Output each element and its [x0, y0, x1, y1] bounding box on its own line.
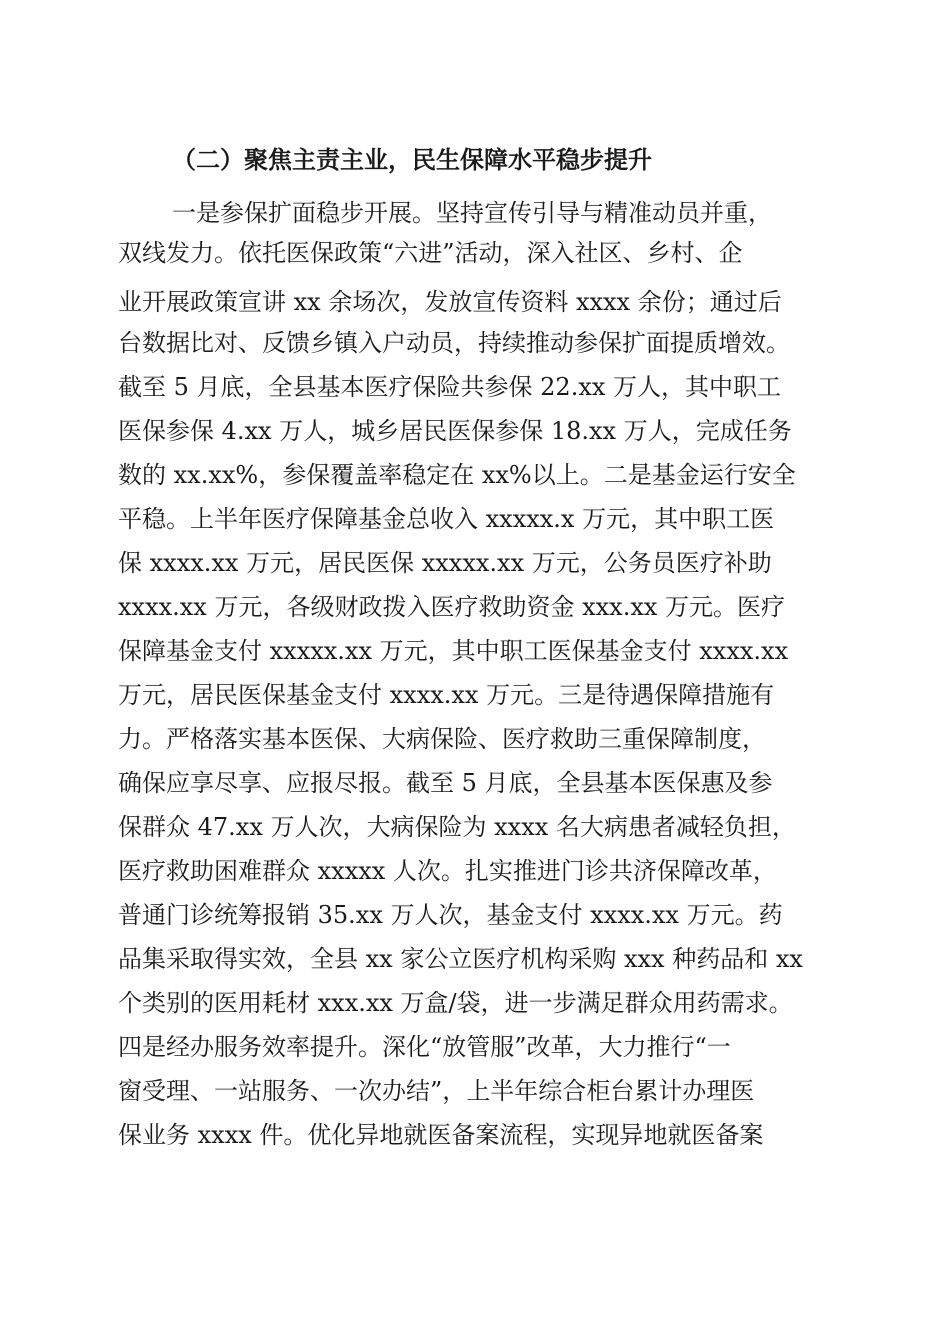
paragraph-line: 确保应享尽享、应报尽报。截至 5 月底，全县基本医保惠及参: [118, 769, 773, 797]
paragraph-line: 保障基金支付 xxxxx.xx 万元，其中职工医保基金支付 xxxx.xx: [118, 637, 789, 665]
paragraph-line: 数的 xx.xx%，参保覆盖率稳定在 xx%以上。二是基金运行安全: [118, 461, 796, 489]
paragraph-line: 保群众 47.xx 万人次，大病保险为 xxxx 名大病患者减轻负担，: [118, 813, 796, 841]
paragraph-line: 台数据比对、反馈乡镇入户动员，持续推动参保扩面提质增效。: [118, 329, 790, 357]
paragraph-line: xxxx.xx 万元，各级财政拨入医疗救助资金 xxx.xx 万元。医疗: [118, 593, 786, 621]
paragraph-line: 四是经办服务效率提升。深化“放管服”改革，大力推行“一: [118, 1033, 731, 1061]
paragraph-line: 医保参保 4.xx 万人，城乡居民医保参保 18.xx 万人，完成任务: [118, 417, 792, 445]
paragraph-line: 窗受理、一站服务、一次办结”，上半年综合柜台累计办理医: [118, 1077, 755, 1105]
paragraph-line: 个类别的医用耗材 xxx.xx 万盒/袋，进一步满足群众用药需求。: [118, 989, 793, 1017]
paragraph-line: 平稳。上半年医疗保障基金总收入 xxxxx.x 万元，其中职工医: [118, 505, 775, 533]
paragraph-line: 力。严格落实基本医保、大病保险、医疗救助三重保障制度，: [118, 725, 766, 753]
paragraph-line: 业开展政策宣讲 xx 余场次，发放宣传资料 xxxx 余份；通过后: [118, 288, 782, 316]
paragraph-line: 品集采取得实效，全县 xx 家公立医疗机构采购 xxx 种药品和 xx: [118, 945, 803, 973]
paragraph-line: 保 xxxx.xx 万元，居民医保 xxxxx.xx 万元，公务员医疗补助: [118, 549, 772, 577]
paragraph-line: 截至 5 月底，全县基本医疗保险共参保 22.xx 万人，其中职工: [118, 373, 782, 401]
paragraph-line: 一是参保扩面稳步开展。坚持宣传引导与精准动员并重，: [172, 199, 772, 227]
paragraph-line: 医疗救助困难群众 xxxxx 人次。扎实推进门诊共济保障改革，: [118, 857, 777, 885]
paragraph-line: 万元，居民医保基金支付 xxxx.xx 万元。三是待遇保障措施有: [118, 681, 775, 709]
paragraph-line: 普通门诊统筹报销 35.xx 万人次，基金支付 xxxx.xx 万元。药: [118, 901, 783, 929]
paragraph-line: 保业务 xxxx 件。优化异地就医备案流程，实现异地就医备案: [118, 1121, 764, 1149]
paragraph-line: 双线发力。依托医保政策“六进”活动，深入社区、乡村、企: [118, 239, 743, 267]
section-heading: （二）聚焦主责主业，民生保障水平稳步提升: [172, 145, 652, 174]
